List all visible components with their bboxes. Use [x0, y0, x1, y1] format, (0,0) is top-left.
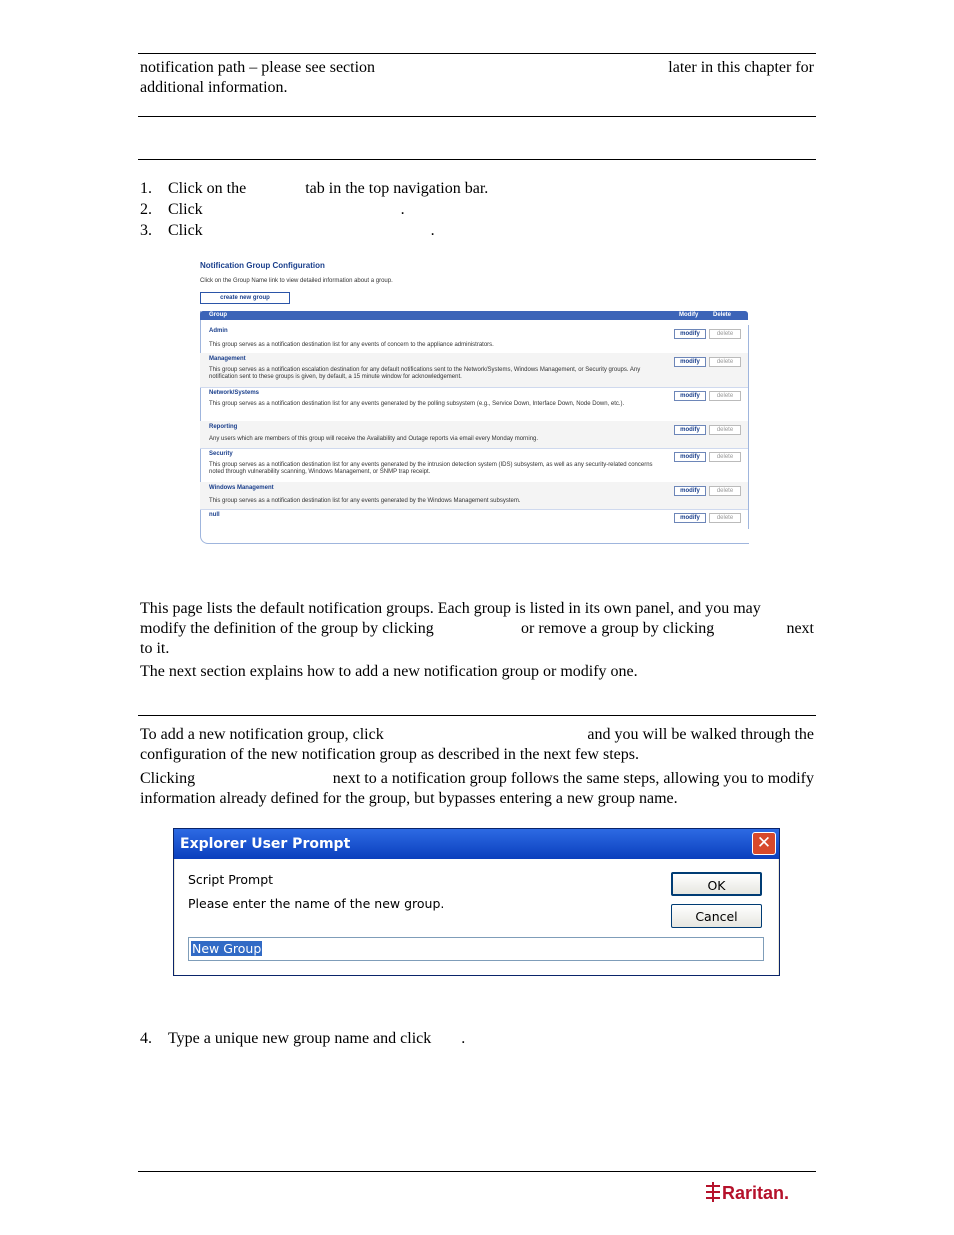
- group-panel: [200, 448, 749, 483]
- top-rule: [138, 53, 816, 54]
- group-name-link[interactable]: null: [209, 512, 220, 518]
- step-4: 4. Type a unique new group name and click .: [140, 1030, 466, 1047]
- delete-button[interactable]: delete: [709, 513, 741, 523]
- delete-button[interactable]: delete: [709, 357, 741, 367]
- para4-line2: information already defined for the group, but bypasses entering a new group name.: [140, 790, 678, 807]
- close-icon[interactable]: ✕: [752, 832, 776, 855]
- paragraph-add-group: [140, 725, 814, 765]
- modify-button[interactable]: modify: [674, 391, 706, 401]
- para3-line1: To add a new notification group, click and you will be walked through the: [140, 726, 814, 743]
- raritan-logo-text: Raritan.: [722, 1183, 790, 1203]
- section-rule-3: [138, 715, 816, 716]
- delete-button[interactable]: delete: [709, 329, 741, 339]
- step-3: 3. Click .: [140, 222, 435, 239]
- para3-line2: configuration of the new notification group as described in the next few steps.: [140, 746, 639, 763]
- delete-button[interactable]: delete: [709, 391, 741, 401]
- group-description: Any users which are members of this group will receive the Availability and Outage reports via email every Monday morning.: [209, 436, 539, 442]
- dialog-label-script-prompt: Script Prompt: [188, 872, 274, 887]
- group-name-link[interactable]: Network/Systems: [209, 390, 260, 396]
- col-modify: Modify: [679, 312, 699, 318]
- group-description: This group serves as a notification destination list for any events generated by the intrusion detection system (IDS) subsystem, as well as any security-related concerns noted through vulnerability scanning, Windows Management, or SNMP trap receipt.: [209, 462, 653, 475]
- steps-list: [140, 178, 488, 241]
- delete-button[interactable]: delete: [709, 486, 741, 496]
- group-panel: [200, 482, 749, 510]
- dialog-title: Explorer User Prompt: [180, 836, 351, 852]
- modify-button[interactable]: modify: [674, 425, 706, 435]
- step-2: 2. Click .: [140, 201, 405, 218]
- intro-line1-left: notification path – please see section: [140, 59, 376, 76]
- para1-line2: modify the definition of the group by clicking or remove a group by clicking next: [140, 620, 814, 637]
- group-panel: [200, 353, 749, 388]
- group-panel: [200, 421, 749, 449]
- section-rule-1: [138, 116, 816, 117]
- raritan-logo-icon: [706, 1180, 812, 1204]
- modify-button[interactable]: modify: [674, 486, 706, 496]
- dialog-titlebar: [174, 829, 779, 859]
- group-name-link[interactable]: Windows Management: [209, 485, 274, 491]
- step-1: 1. Click on the tab in the top navigation bar.: [140, 180, 489, 197]
- group-name-link[interactable]: Reporting: [209, 424, 238, 430]
- group-name-link[interactable]: Management: [209, 356, 246, 362]
- ngc-hint: Click on the Group Name link to view detailed information about a group.: [200, 278, 393, 284]
- intro-line1-right: later in this chapter for: [668, 59, 814, 76]
- modify-button[interactable]: modify: [674, 452, 706, 462]
- section-rule-2: [138, 159, 816, 160]
- group-description: This group serves as a notification destination list for any events generated by the polling subsystem (e.g., Service Down, Interface Down, Node Down, etc.).: [209, 401, 625, 407]
- dialog-label-instructions: Please enter the name of the new group.: [188, 896, 445, 911]
- col-delete: Delete: [713, 312, 732, 318]
- group-name-link[interactable]: Admin: [209, 328, 228, 334]
- group-name-input[interactable]: [188, 937, 764, 961]
- ngc-table-header: [200, 311, 748, 320]
- ngc-title: Notification Group Configuration: [200, 261, 325, 270]
- group-description: This group serves as a notification destination list for any events of concern to the appliance administrators.: [209, 342, 494, 348]
- delete-button[interactable]: delete: [709, 425, 741, 435]
- paragraph-groups: [140, 599, 814, 659]
- ok-button[interactable]: OK: [671, 872, 762, 896]
- intro-line2: additional information.: [140, 79, 288, 96]
- delete-button[interactable]: delete: [709, 452, 741, 462]
- paragraph-next-section: The next section explains how to add a new notification group or modify one.: [140, 663, 638, 680]
- paragraph-modify-group: [140, 769, 814, 809]
- group-description: This group serves as a notification destination list for any events generated by the Windows Management subsystem.: [209, 498, 521, 504]
- raritan-logo: [706, 1180, 812, 1204]
- group-panel: [200, 387, 749, 422]
- modify-button[interactable]: modify: [674, 329, 706, 339]
- group-name-input-value: New Group: [192, 941, 262, 956]
- modify-button[interactable]: modify: [674, 357, 706, 367]
- para1-line1: This page lists the default notification groups. Each group is listed in its own panel, and you may: [140, 600, 761, 617]
- para1-line3: to it.: [140, 640, 170, 657]
- footer-rule: [138, 1171, 816, 1172]
- modify-button[interactable]: modify: [674, 513, 706, 523]
- group-panel: [200, 325, 749, 354]
- notification-group-config-screenshot: [197, 254, 753, 548]
- cancel-button[interactable]: Cancel: [671, 904, 762, 928]
- create-new-group-button[interactable]: create new group: [200, 292, 290, 304]
- col-group: Group: [209, 312, 227, 318]
- group-panel: [200, 509, 749, 529]
- group-name-link[interactable]: Security: [209, 451, 233, 457]
- group-description: This group serves as a notification escalation destination for any default notifications sent to the Network/Systems, Windows Management, or Security groups. Any notification sent to these groups is given, by default, a 15 minute window for acknowledgement.: [209, 367, 641, 380]
- para4-line1: Clicking next to a notification group follows the same steps, allowing you to modify: [140, 770, 814, 787]
- explorer-user-prompt-dialog: [173, 828, 780, 976]
